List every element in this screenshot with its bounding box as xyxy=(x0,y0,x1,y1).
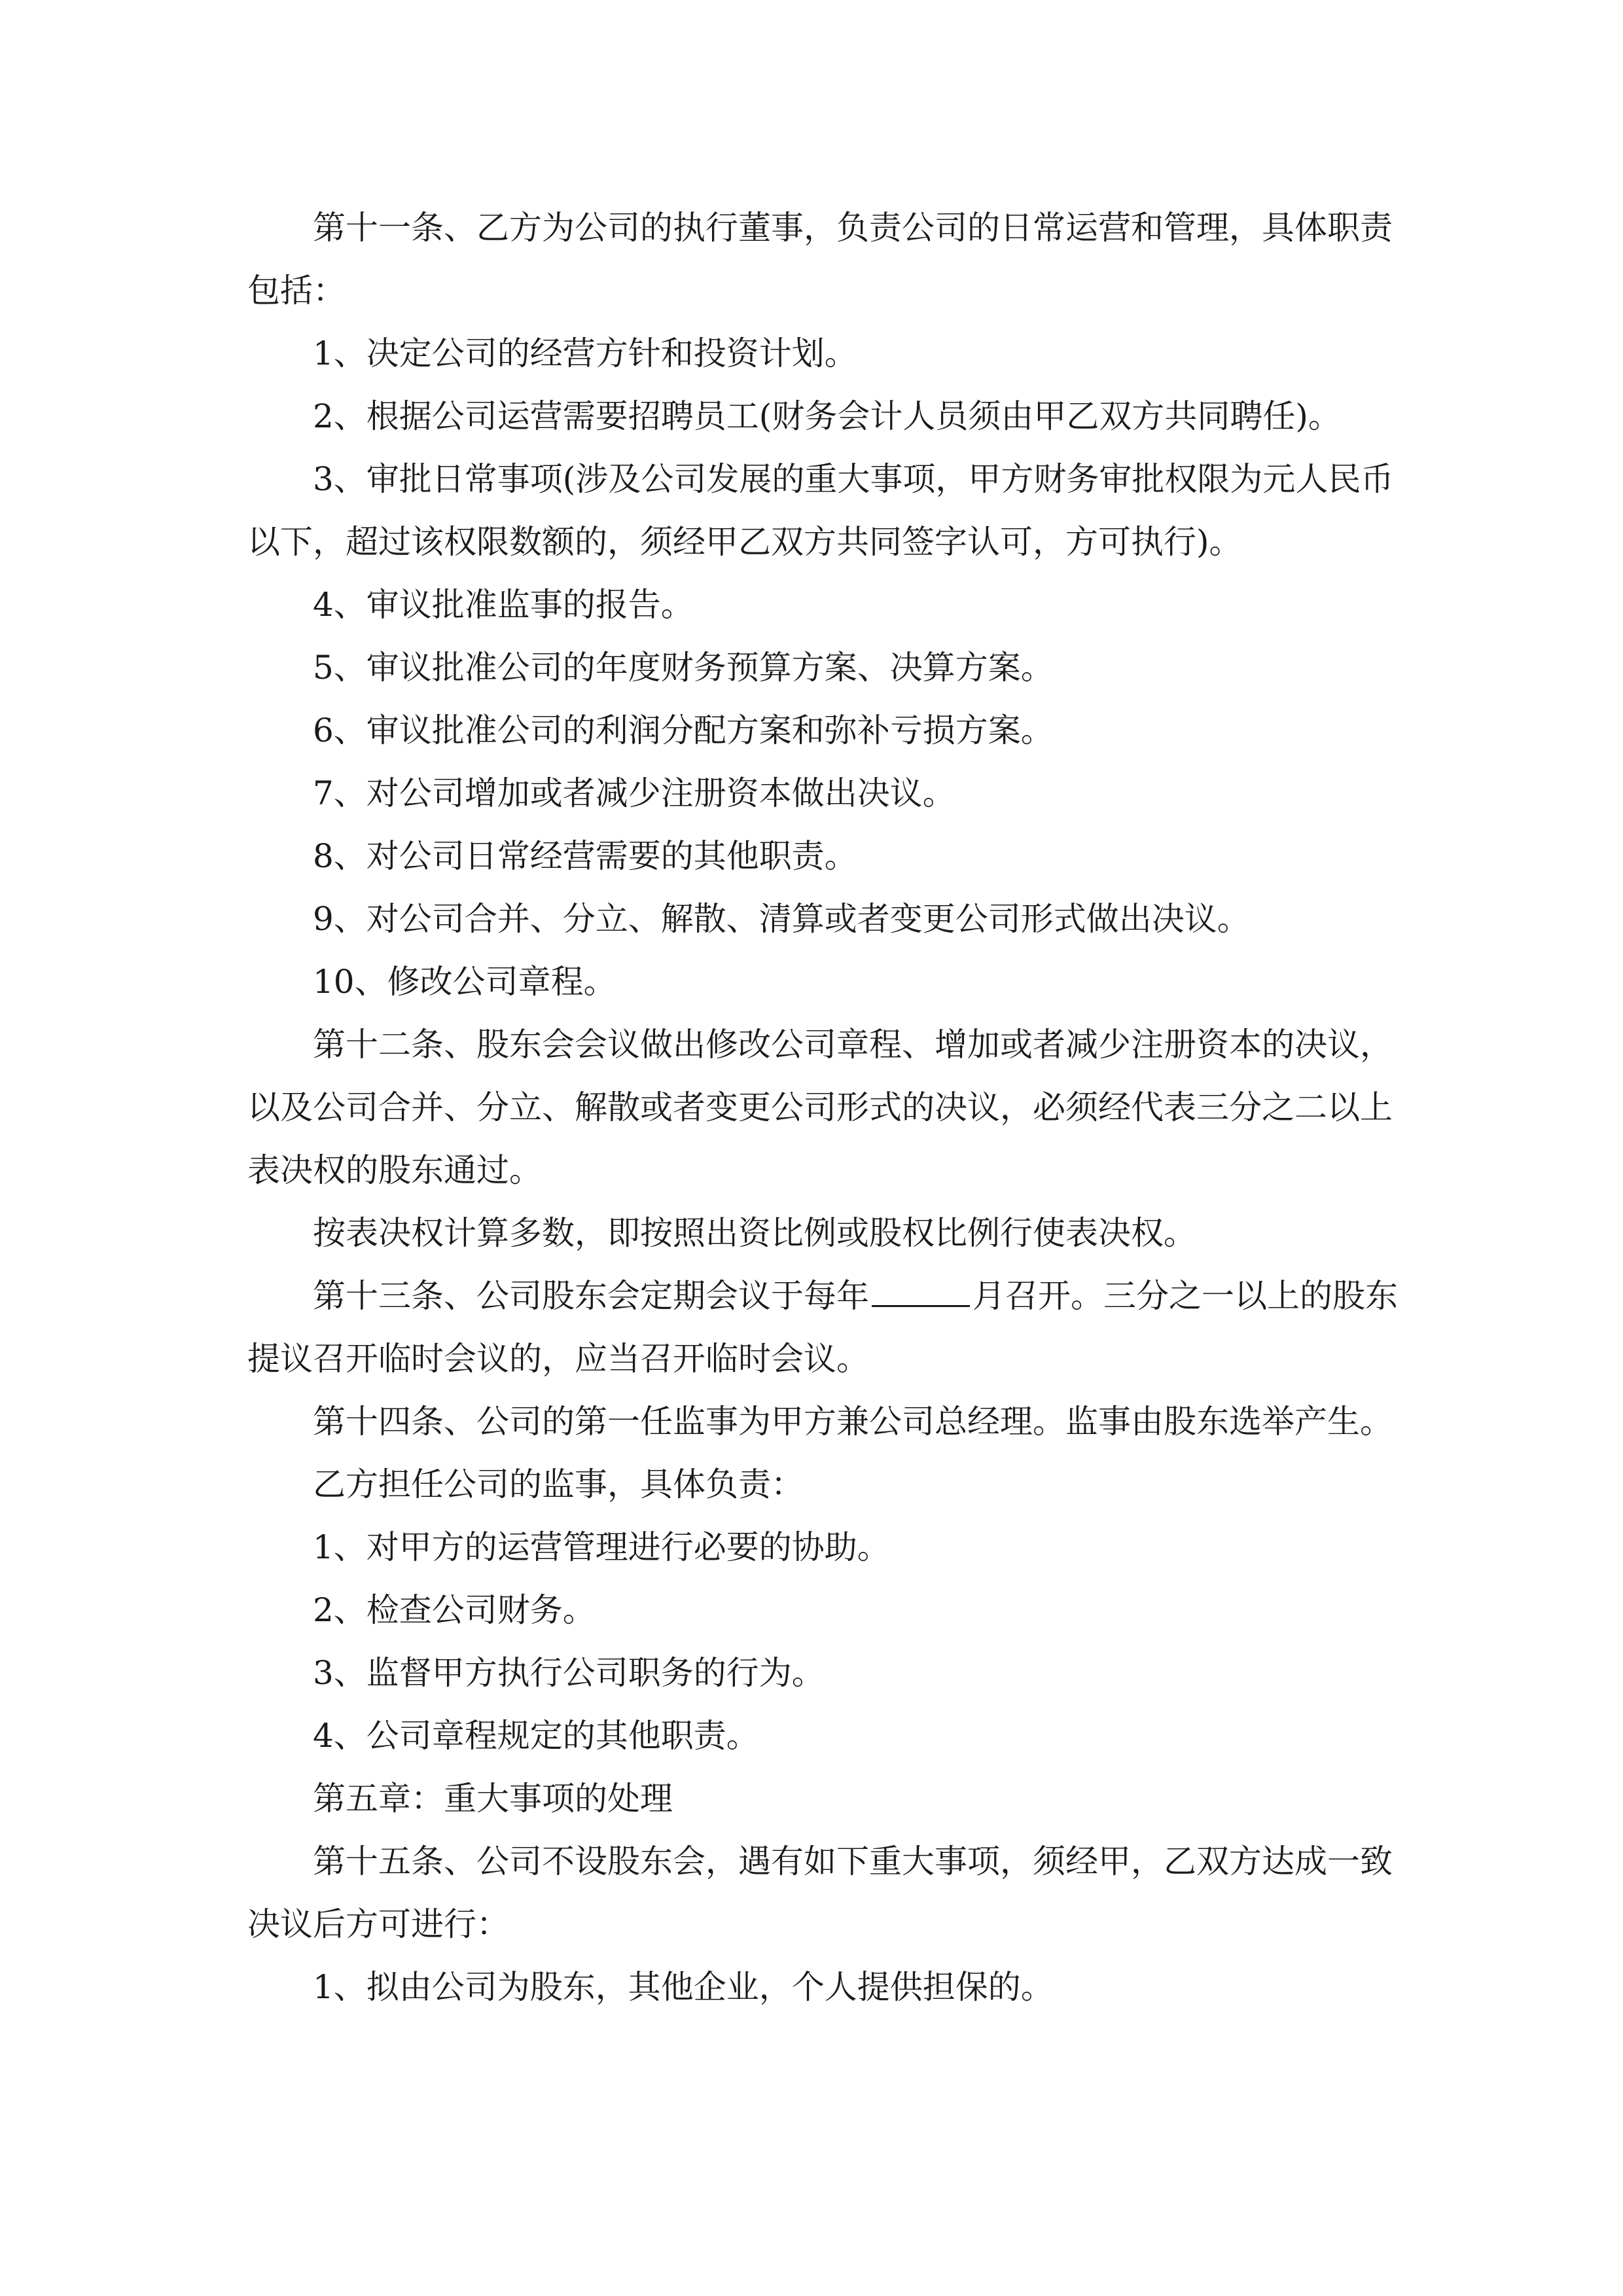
article-11-item-3: 3、审批日常事项(涉及公司发展的重大事项，甲方财务审批权限为元人民币以下，超过该权限数额的，须经甲乙双方共同签字认可，方可执行)。 xyxy=(247,460,1394,561)
article-13-text-after: 月召开。三分之一以上的股东提议召开临时会议的，应当召开临时会议。 xyxy=(247,1277,1398,1378)
article-11-item-4: 4、审议批准监事的报告。 xyxy=(313,586,694,624)
article-11-item-6: 6、审议批准公司的利润分配方案和弥补亏损方案。 xyxy=(313,711,1054,749)
article-14: 第十四条、公司的第一任监事为甲方兼公司总经理。监事由股东选举产生。 xyxy=(313,1403,1393,1441)
article-11-item-5: 5、审议批准公司的年度财务预算方案、决算方案。 xyxy=(313,649,1054,687)
chapter-5-heading: 第五章：重大事项的处理 xyxy=(313,1780,673,1818)
article-12-voting: 按表决权计算多数，即按照出资比例或股权比例行使表决权。 xyxy=(313,1214,1196,1252)
article-13 xyxy=(247,1265,1399,1390)
month-blank-field xyxy=(872,1279,970,1307)
article-12: 第十二条、股东会会议做出修改公司章程、增加或者减少注册资本的决议，以及公司合并、分立、解散或者变更公司形式的决议，必须经代表三分之二以上表决权的股东通过。 xyxy=(247,1026,1393,1189)
article-15-item-1: 1、拟由公司为股东，其他企业，个人提供担保的。 xyxy=(313,1968,1054,2006)
article-14-item-4: 4、公司章程规定的其他职责。 xyxy=(313,1717,759,1755)
article-14-item-1: 1、对甲方的运营管理进行必要的协助。 xyxy=(313,1528,890,1566)
article-11-item-9: 9、对公司合并、分立、解散、清算或者变更公司形式做出决议。 xyxy=(313,900,1250,938)
document-body xyxy=(247,196,1399,2018)
article-11-item-7: 7、对公司增加或者减少注册资本做出决议。 xyxy=(313,774,955,812)
article-11: 第十一条、乙方为公司的执行董事，负责公司的日常运营和管理，具体职责包括： xyxy=(247,209,1393,310)
article-11-item-8: 8、对公司日常经营需要的其他职责。 xyxy=(313,837,857,875)
article-14-supervisor: 乙方担任公司的监事，具体负责： xyxy=(313,1465,804,1503)
article-14-item-2: 2、检查公司财务。 xyxy=(313,1591,596,1629)
article-13-text-before: 第十三条、公司股东会定期会议于每年 xyxy=(313,1277,869,1315)
article-11-item-1: 1、决定公司的经营方针和投资计划。 xyxy=(313,334,857,372)
article-11-item-10: 10、修改公司章程。 xyxy=(313,963,616,1001)
article-15: 第十五条、公司不设股东会，遇有如下重大事项，须经甲，乙双方达成一致决议后方可进行： xyxy=(247,1842,1393,1943)
article-14-item-3: 3、监督甲方执行公司职务的行为。 xyxy=(313,1654,825,1692)
article-11-item-2: 2、根据公司运营需要招聘员工(财务会计人员须由甲乙双方共同聘任)。 xyxy=(313,397,1341,435)
